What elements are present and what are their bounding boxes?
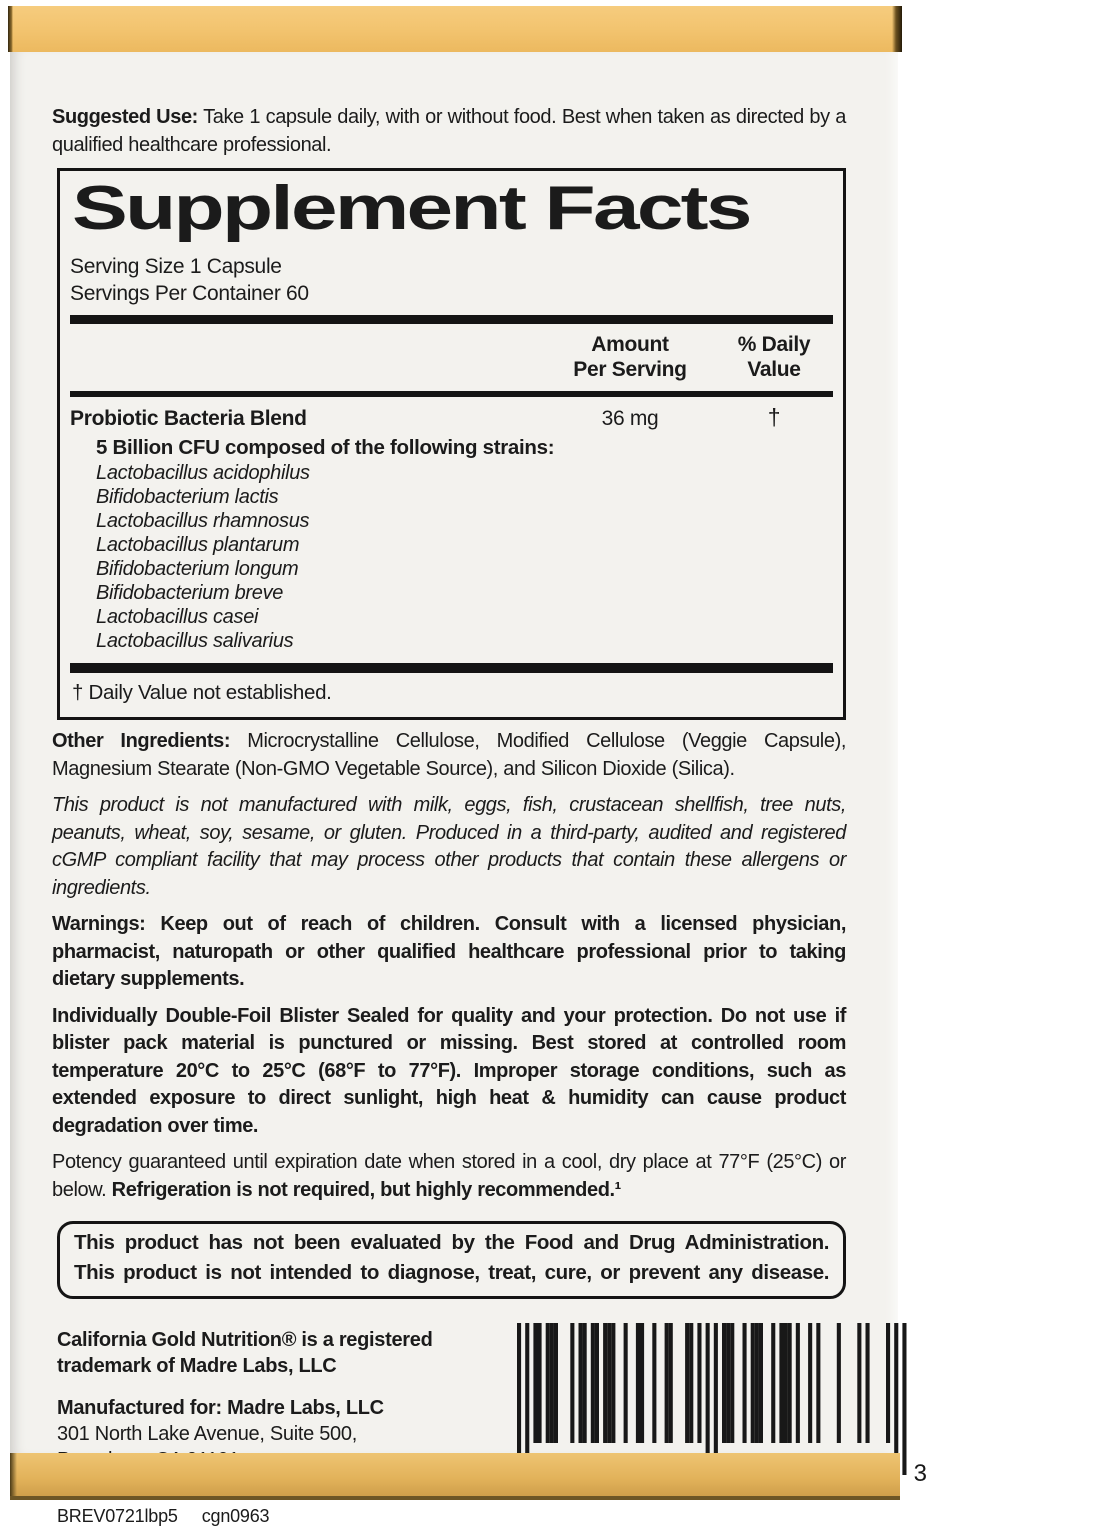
strain-item: Lactobacillus acidophilus <box>96 462 310 484</box>
suggested-use-label: Suggested Use: <box>52 106 198 128</box>
potency-statement: Potency guaranteed until expiration date when stored in a cool, dry place at 77°F (25°C) or below. Refrigeration is not required, but highly recommended.¹ <box>52 1151 846 1201</box>
strain-item: Bifidobacterium longum <box>96 558 299 580</box>
allergen-statement: This product is not manufactured with milk, eggs, fish, crustacean shellfish, tree nuts, peanuts, wheat, soy, sesame, or gluten. Produced in a third-party, audited and registered cGMP compliant facility that may process other products that contain these allergens or ingredients. <box>52 794 846 899</box>
ingredient-daily-value: † <box>767 404 781 430</box>
strain-item: Lactobacillus rhamnosus <box>96 510 310 532</box>
supplement-facts-title: Supplement Facts <box>72 174 750 243</box>
ingredient-amount: 36 mg <box>601 407 659 430</box>
fda-disclaimer-line: This product has not been evaluated by the Food and Drug Administration. <box>74 1231 829 1254</box>
suggested-use-text: Take 1 capsule daily, with or without food. Best when taken as directed by a qualified healthcare professional. <box>52 106 846 156</box>
divider-thick <box>70 315 833 324</box>
label-panel <box>10 52 927 1526</box>
amount-per-serving-header: Amount Per Serving <box>573 333 687 381</box>
manufactured-for: Manufactured for: Madre Labs, LLC <box>57 1397 384 1419</box>
blend-composition-heading: 5 Billion CFU composed of the following strains: <box>96 436 555 459</box>
strain-item: Lactobacillus plantarum <box>96 534 300 556</box>
fda-disclaimer-box <box>57 1221 846 1299</box>
suggested-use <box>52 104 846 159</box>
strain-item: Bifidobacterium breve <box>96 582 284 604</box>
daily-value-header: % Daily Value <box>737 333 811 381</box>
strain-item: Lactobacillus salivarius <box>96 630 294 652</box>
divider-thick-bottom <box>70 663 833 673</box>
warnings-label: Warnings: <box>52 913 146 935</box>
address-line: 301 North Lake Avenue, Suite 500, <box>57 1423 357 1445</box>
strain-item: Bifidobacterium lactis <box>96 486 279 508</box>
svg-text:3: 3 <box>913 1460 927 1487</box>
strain-item: Lactobacillus casei <box>96 606 259 628</box>
storage-statement: Individually Double-Foil Blister Sealed for quality and your protection. Do not use if blister pack material is punctured or missing. Best stored at controlled room temperature 20°C to 25°C (68°F to 77°F). Improper storage conditions, such as extended exposure to direct sunlight, high heat & humidity can cause product degradation over time. <box>52 1004 846 1137</box>
fda-disclaimer-line: This product is not intended to diagnose, treat, cure, or prevent any disease. <box>74 1261 829 1284</box>
product-code: cgn0963 <box>201 1506 270 1526</box>
servings-per-container: Servings Per Container 60 <box>70 282 309 305</box>
serving-size: Serving Size 1 Capsule <box>70 255 282 278</box>
trademark-notice: California Gold Nutrition® is a registered trademark of Madre Labs, LLC <box>57 1329 433 1377</box>
gold-foil-bottom-edge <box>10 1453 900 1500</box>
ingredient-name: Probiotic Bacteria Blend <box>70 407 307 430</box>
supplement-facts-panel <box>57 168 846 720</box>
other-ingredients-label: Other Ingredients: <box>52 730 231 752</box>
other-ingredients: Other Ingredients: Microcrystalline Cellulose, Modified Cellulose (Veggie Capsule), Magnesium Stearate (Non-GMO Vegetable Source), and Silicon Dioxide (Silica). <box>52 730 846 780</box>
facts-column-headers <box>70 324 833 386</box>
daily-value-footnote: † Daily Value not established. <box>72 681 332 704</box>
gold-foil-top-edge <box>8 6 902 52</box>
table-row <box>70 397 833 431</box>
lot-code: BREV0721lbp5 <box>57 1506 178 1526</box>
lot-codes <box>57 1506 497 1527</box>
warnings: Warnings: Keep out of reach of children. Consult with a licensed physician, pharmacist, naturopath or other qualified healthcare professional prior to taking dietary supplements. <box>52 913 846 990</box>
